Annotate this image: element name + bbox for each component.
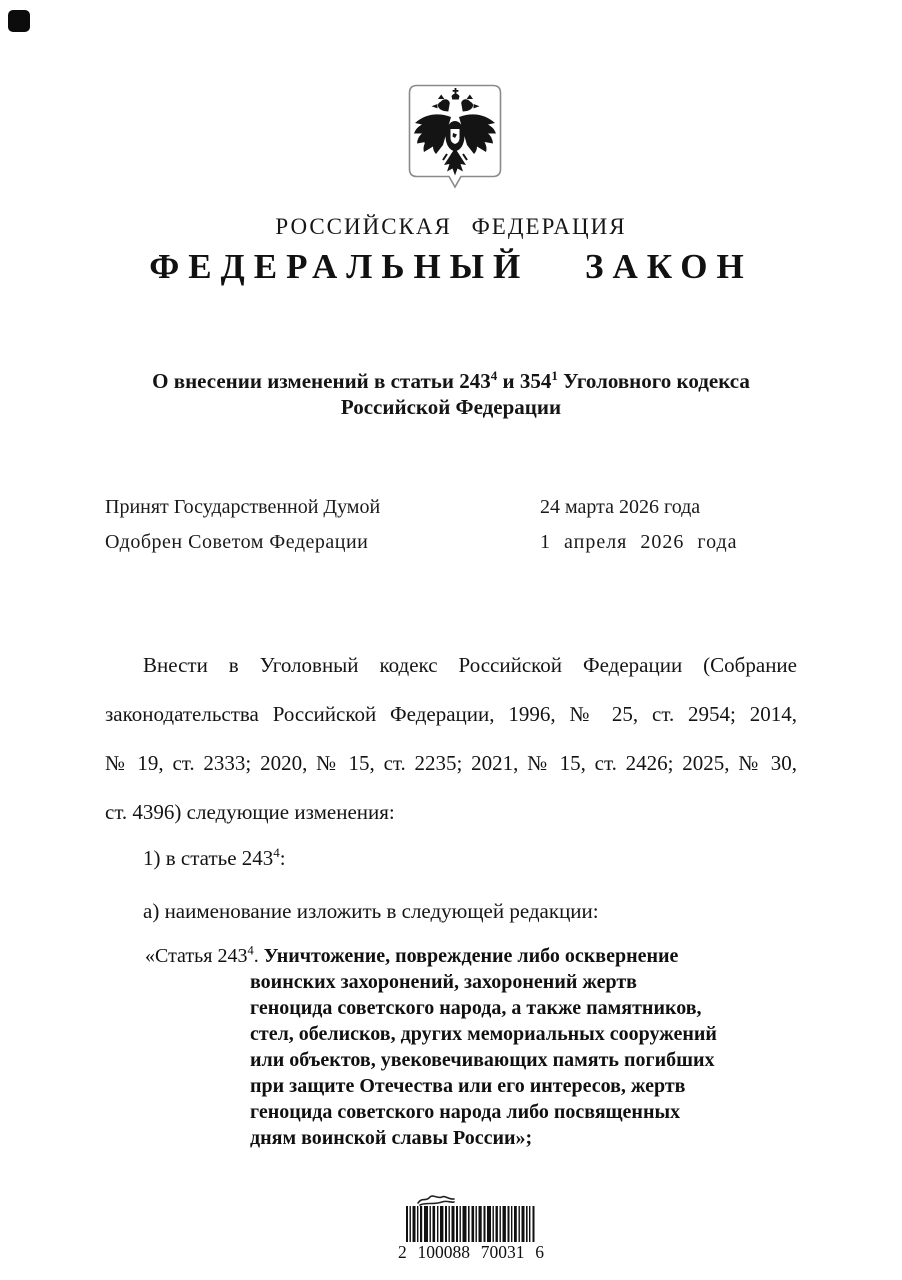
passed-label: Принят Государственной Думой xyxy=(105,496,381,518)
country-heading: РОССИЙСКАЯ ФЕДЕРАЦИЯ xyxy=(275,214,627,239)
barcode-icon xyxy=(406,1206,536,1242)
law-title-line1-end: Уголовного кодекса xyxy=(557,369,750,393)
quote-line: или объектов, увековечивающих память погибших xyxy=(250,1049,715,1071)
passed-row xyxy=(105,496,797,519)
clause-1-text: 1) в статье 243 xyxy=(143,846,274,870)
quote-line: при защите Отечества или его интересов, жертв xyxy=(250,1075,686,1097)
quote-lead-period: . xyxy=(253,945,264,967)
law-title-superscript-4: 4 xyxy=(490,368,498,383)
amendment-intro-paragraph xyxy=(105,641,797,837)
coat-of-arms-icon xyxy=(408,84,502,194)
quote-line: геноцида советского народа, а также памятников, xyxy=(250,997,702,1019)
quote-line-text: Уничтожение, повреждение либо осквернение xyxy=(263,945,679,967)
barcode-digit-group: 100088 xyxy=(417,1242,470,1262)
law-title-line1-mid: и 354 xyxy=(497,369,552,393)
passed-date: 24 марта 2026 года xyxy=(540,496,701,518)
quote-lead-superscript: 4 xyxy=(247,943,254,958)
law-title-line2: Российской Федерации xyxy=(340,395,562,419)
clause-1 xyxy=(105,846,797,871)
barcode-digit-group: 70031 xyxy=(480,1242,525,1262)
approved-date: 1 апреля 2026 года xyxy=(540,531,738,553)
coat-of-arms-emblem xyxy=(408,84,502,194)
quote-line: стел, обелисков, других мемориальных сооружений xyxy=(250,1023,717,1045)
doc-type-word-2: ЗАКОН xyxy=(585,247,753,286)
quote-lead-text: «Статья 243 xyxy=(145,945,248,967)
barcode-digit-group: 6 xyxy=(535,1242,544,1262)
quote-line: дням воинской славы России»; xyxy=(250,1127,533,1149)
law-title xyxy=(100,368,802,420)
quote-line xyxy=(145,943,805,969)
barcode-block xyxy=(398,1193,548,1268)
paragraph-line: ст. 4396) следующие изменения: xyxy=(105,800,395,824)
quoted-article-block xyxy=(145,943,805,1151)
clause-1-colon: : xyxy=(279,846,286,870)
clause-a: а) наименование изложить в следующей редакции: xyxy=(143,899,599,923)
barcode-digit-group: 2 xyxy=(398,1242,407,1262)
clause-1-superscript: 4 xyxy=(273,845,280,860)
ink-squiggle-mark xyxy=(416,1193,456,1207)
paragraph-line: Внести в Уголовный кодекс Российской Федерации (Собрание xyxy=(143,653,797,677)
paragraph-line: № 19, ст. 2333; 2020, № 15, ст. 2235; 2021, № 15, ст. 2426; 2025, № 30, xyxy=(105,751,797,775)
corner-mark xyxy=(8,10,30,32)
law-title-superscript-1: 1 xyxy=(551,368,558,383)
barcode-digits xyxy=(398,1242,544,1263)
paragraph-line: законодательства Российской Федерации, 1996, № 25, ст. 2954; 2014, xyxy=(105,702,797,726)
approved-row xyxy=(105,531,797,554)
quote-line: геноцида советского народа либо посвященных xyxy=(250,1101,681,1123)
doc-type-word-1: ФЕДЕРАЛЬНЫЙ xyxy=(149,247,530,286)
approved-label: Одобрен Советом Федерации xyxy=(105,531,369,553)
quote-lead xyxy=(145,945,264,967)
law-title-line1: О внесении изменений в статьи 243 xyxy=(152,369,491,393)
document-type-heading xyxy=(0,247,902,287)
quote-line: воинских захоронений, захоронений жертв xyxy=(250,971,637,993)
